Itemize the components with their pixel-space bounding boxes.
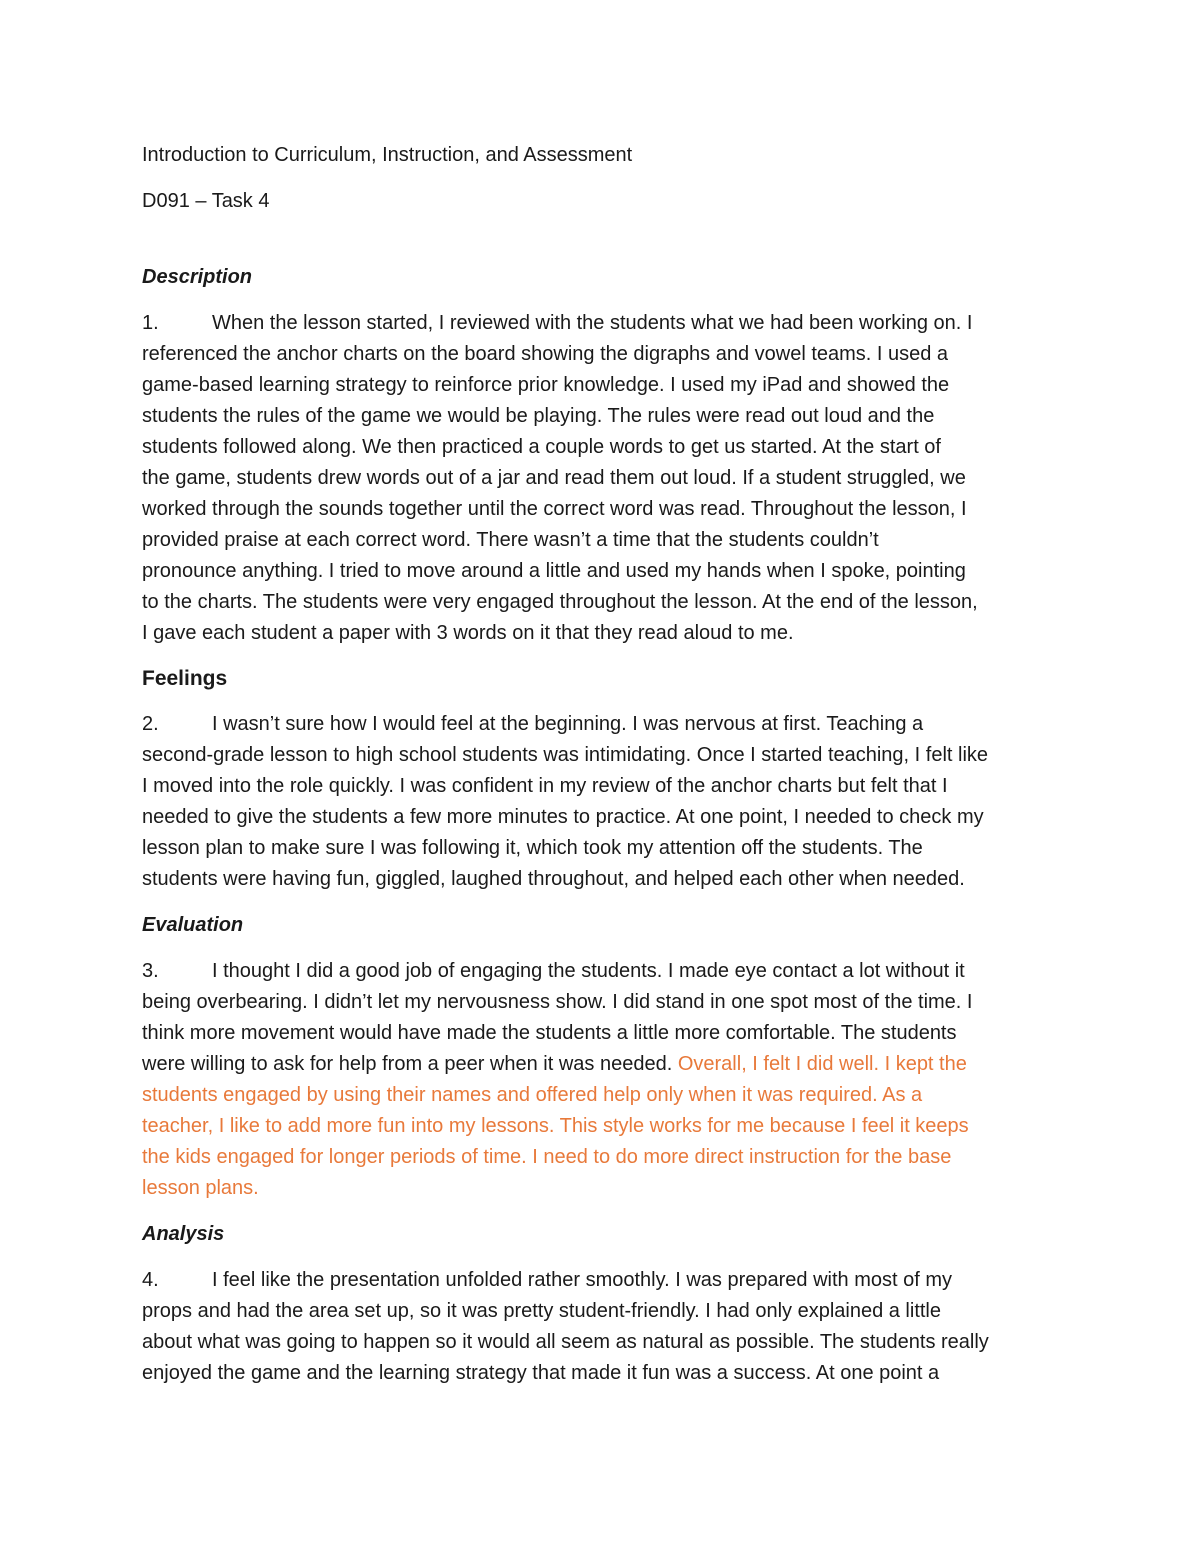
paragraph-line: students were having fun, giggled, laughed throughout, and helped each other when needed.	[142, 868, 965, 890]
paragraph-line: needed to give the students a few more minutes to practice. At one point, I needed to check my	[142, 806, 984, 828]
highlighted-line: lesson plans.	[142, 1177, 259, 1199]
feelings-paragraph	[142, 709, 1067, 895]
paragraph-line: think more movement would have made the students a little more comfortable. The students	[142, 1022, 957, 1044]
document-page	[142, 140, 1067, 1389]
task-code: D091 – Task 4	[142, 190, 270, 212]
paragraph-line: referenced the anchor charts on the board showing the digraphs and vowel teams. I used a	[142, 343, 949, 365]
paragraph-line: worked through the sounds together until the correct word was read. Throughout the lesson, I	[142, 498, 967, 520]
highlighted-text: Overall, I felt I did well. I kept the	[672, 1053, 967, 1075]
paragraph-number: 4.	[142, 1269, 159, 1291]
paragraph-line: provided praise at each correct word. There wasn’t a time that the students couldn’t	[142, 529, 879, 551]
paragraph-line: about what was going to happen so it would all seem as natural as possible. The students really	[142, 1331, 989, 1353]
paragraph-line: students followed along. We then practiced a couple words to get us started. At the start of	[142, 436, 941, 458]
paragraph-number: 3.	[142, 960, 159, 982]
paragraph-line: the game, students drew words out of a jar and read them out loud. If a student struggled, we	[142, 467, 966, 489]
paragraph-line: I moved into the role quickly. I was confident in my review of the anchor charts but felt that I	[142, 775, 948, 797]
highlighted-line: the kids engaged for longer periods of time. I need to do more direct instruction for the base	[142, 1146, 952, 1168]
paragraph-line: enjoyed the game and the learning strategy that made it fun was a success. At one point a	[142, 1362, 940, 1384]
paragraph-number: 1.	[142, 312, 159, 334]
paragraph-line: I gave each student a paper with 3 words on it that they read aloud to me.	[142, 622, 794, 644]
highlighted-line: teacher, I like to add more fun into my lessons. This style works for me because I feel it keeps	[142, 1115, 969, 1137]
analysis-heading: Analysis	[142, 1223, 225, 1245]
paragraph-line: 1. When the lesson started, I reviewed with the students what we had been working on. I	[142, 308, 1067, 339]
paragraph-line: props and had the area set up, so it was pretty student-friendly. I had only explained a little	[142, 1300, 941, 1322]
paragraph-number: 2.	[142, 713, 159, 735]
analysis-paragraph	[142, 1265, 1067, 1389]
paragraph-line: lesson plan to make sure I was following it, which took my attention off the students. The	[142, 837, 923, 859]
paragraph-line: pronounce anything. I tried to move around a little and used my hands when I spoke, pointing	[142, 560, 966, 582]
paragraph-line: students the rules of the game we would be playing. The rules were read out loud and the	[142, 405, 935, 427]
paragraph-line: second-grade lesson to high school students was intimidating. Once I started teaching, I felt like	[142, 744, 989, 766]
paragraph-line: 4. I feel like the presentation unfolded rather smoothly. I was prepared with most of my	[142, 1265, 1067, 1296]
paragraph-line: to the charts. The students were very engaged throughout the lesson. At the end of the lesson,	[142, 591, 978, 613]
evaluation-paragraph	[142, 956, 1067, 1204]
paragraph-line: 2. I wasn’t sure how I would feel at the beginning. I was nervous at first. Teaching a	[142, 709, 1067, 740]
evaluation-heading: Evaluation	[142, 914, 244, 936]
paragraph-line: game-based learning strategy to reinforce prior knowledge. I used my iPad and showed the	[142, 374, 950, 396]
paragraph-line: being overbearing. I didn’t let my nervousness show. I did stand in one spot most of the time. I	[142, 991, 973, 1013]
course-title: Introduction to Curriculum, Instruction, and Assessment	[142, 144, 633, 166]
description-heading: Description	[142, 266, 253, 288]
paragraph-line: were willing to ask for help from a peer when it was needed. Overall, I felt I did well. I kept the	[142, 1053, 967, 1075]
highlighted-line: students engaged by using their names and offered help only when it was required. As a	[142, 1084, 923, 1106]
feelings-heading: Feelings	[142, 667, 228, 690]
paragraph-line: 3. I thought I did a good job of engaging the students. I made eye contact a lot without it	[142, 956, 1067, 987]
description-paragraph	[142, 308, 1067, 649]
